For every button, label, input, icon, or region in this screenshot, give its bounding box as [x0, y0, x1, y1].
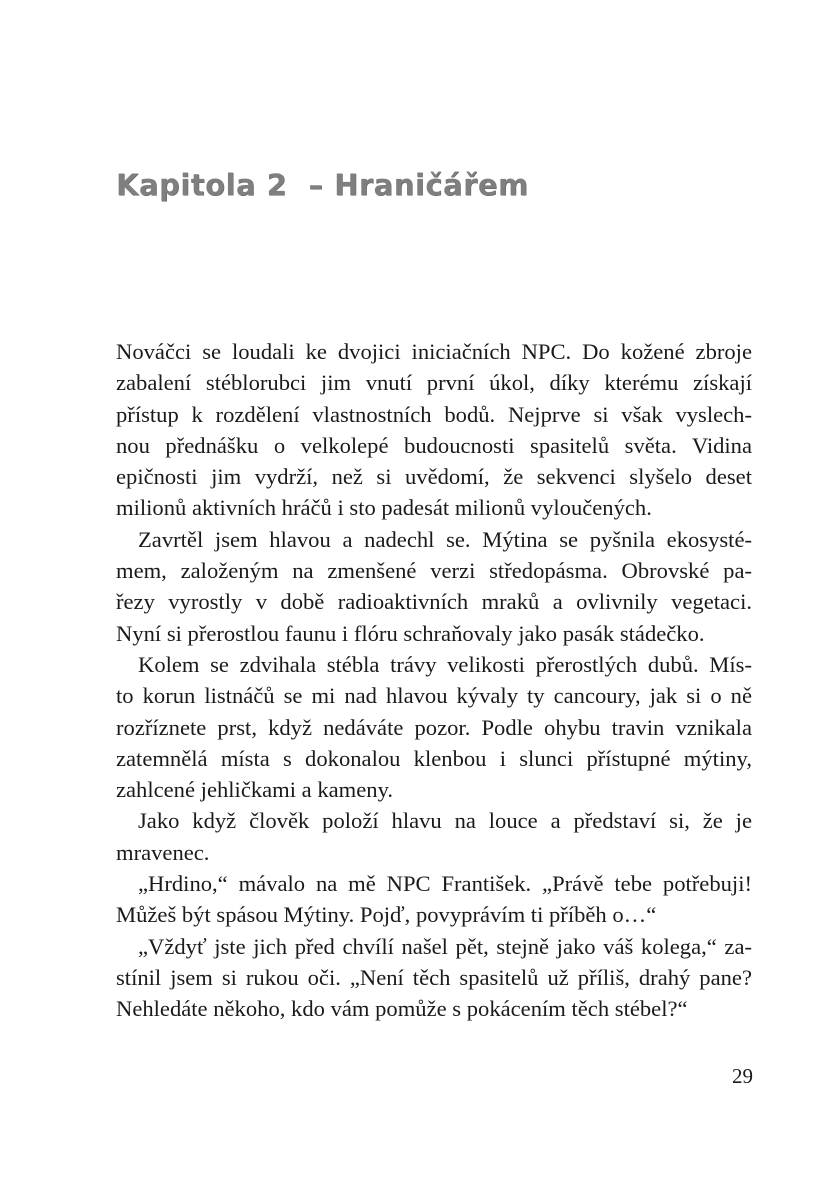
chapter-title: Kapitola 2 – Hraničářem	[116, 168, 529, 202]
text-line: přístup k rozdělení vlastnostních bodů. Nejprve si však vyslech-	[116, 401, 752, 427]
text-line: řezy vyrostly v době radioaktivních mraků a ovlivnily vegetaci.	[116, 589, 752, 615]
text-line: Zavrtěl jsem hlavou a nadechl se. Mýtina se pyšnila ekosysté-	[138, 526, 752, 552]
text-line: Nyní si přerostlou faunu i flóru schraňovaly jako pasák stádečko.	[116, 620, 705, 646]
text-line: Kolem se zdvihala stébla trávy velikosti přerostlých dubů. Mís-	[138, 651, 752, 677]
text-line: epičnosti jim vydrží, než si uvědomí, že sekvenci slyšelo deset	[116, 464, 752, 490]
text-line: mravenec.	[116, 839, 210, 865]
text-line: Nehledáte někoho, kdo vám pomůže s pokácením těch stébel?“	[116, 996, 688, 1022]
body-text	[116, 336, 752, 1025]
text-line: milionů aktivních hráčů i sto padesát milionů vyloučených.	[116, 495, 652, 521]
text-line: zatemnělá místa s dokonalou klenbou i slunci přístupné mýtiny,	[116, 745, 752, 771]
text-line: to korun listnáčů se mi nad hlavou kývaly ty cancoury, jak si o ně	[116, 683, 752, 709]
text-line: rozříznete prst, když nedáváte pozor. Podle ohybu travin vznikala	[116, 714, 752, 740]
text-line: nou přednášku o velkolepé budoucnosti spasitelů světa. Vidina	[116, 432, 752, 458]
text-line: Můžeš být spásou Mýtiny. Pojď, povyprávím ti příběh o…“	[116, 902, 657, 928]
text-line: zahlcené jehličkami a kameny.	[116, 777, 394, 803]
page-number: 29	[732, 1064, 753, 1088]
text-line: Nováčci se loudali ke dvojici iniciačních NPC. Do kožené zbroje	[116, 339, 752, 364]
text-line: zabalení stéblorubci jim vnutí první úkol, díky kterému získají	[116, 370, 752, 396]
text-line: stínil jsem si rukou oči. „Není těch spasitelů už příliš, drahý pane?	[116, 964, 752, 990]
text-line: mem, založeným na zmenšené verzi středopásma. Obrovské pa-	[116, 558, 752, 584]
text-line: „Vždyť jste jich před chvílí našel pět, stejně jako váš kolega,“ za-	[138, 933, 752, 959]
text-line: Jako když člověk položí hlavu na louce a představí si, že je	[138, 808, 752, 834]
text-line: „Hrdino,“ mávalo na mě NPC František. „Právě tebe potřebuji!	[138, 871, 752, 897]
